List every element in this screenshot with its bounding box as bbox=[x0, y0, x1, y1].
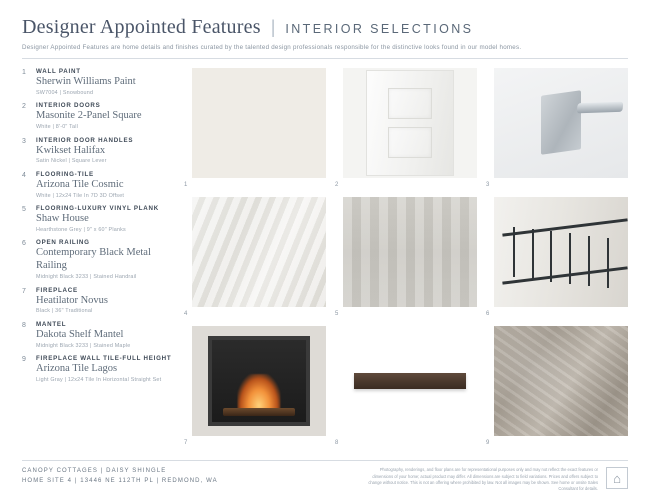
home-site-address: HOME SITE 4 | 13446 NE 112TH PL | REDMOND, WA bbox=[22, 477, 218, 484]
spec-product-name: Shaw House bbox=[36, 213, 89, 225]
spec-description: White | 8'-0" Tall bbox=[36, 124, 78, 131]
sample-cell-5 bbox=[335, 197, 477, 317]
door-panel-lower bbox=[388, 127, 432, 158]
sample-number: 5 bbox=[335, 311, 339, 317]
spec-category: OPEN RAILING bbox=[36, 239, 90, 247]
spec-category: FIREPLACE WALL TILE-FULL HEIGHT bbox=[36, 355, 172, 363]
sample-cell-3 bbox=[486, 68, 628, 188]
sample-cell-1 bbox=[184, 68, 326, 188]
list-item bbox=[22, 321, 174, 349]
railing-picket bbox=[607, 238, 609, 289]
railing-picket bbox=[532, 229, 534, 280]
community-info bbox=[22, 467, 218, 486]
specification-list bbox=[22, 68, 174, 446]
railing-picket bbox=[550, 231, 552, 282]
sample-cell-6 bbox=[486, 197, 628, 317]
mantel-sample bbox=[343, 326, 477, 436]
legal-disclaimer: Photography, renderings, and floor plans are for representational purposes only and may not reflect the exact features or dimensions of your home; actual product may differ. All dimensions are subject to field variations. Prices and offers subject to change without notice. This is not an offering where prohibited by law. Not all images may be shown. See home or onsite Sales Consultant for details. bbox=[368, 467, 598, 491]
list-item bbox=[22, 355, 174, 383]
spec-category: WALL PAINT bbox=[36, 68, 81, 75]
spec-category: MANTEL bbox=[36, 320, 67, 328]
spec-product-name: Masonite 2-Panel Square bbox=[36, 110, 142, 122]
community-name: CANOPY COTTAGES | DAISY SHINGLE bbox=[22, 468, 167, 475]
spec-category: FLOORING-TILE bbox=[36, 170, 94, 178]
spec-product-name: Arizona Tile Lagos bbox=[36, 363, 118, 375]
list-item bbox=[22, 102, 174, 130]
header-description: Designer Appointed Features are home details and finishes curated by the talented design professionals responsible for the distinctive looks found in our model homes. bbox=[22, 44, 522, 51]
sample-number: 6 bbox=[486, 311, 490, 317]
page-title: Designer Appointed Features bbox=[22, 16, 261, 38]
page-subtitle-label: INTERIOR SELECTIONS bbox=[285, 22, 474, 36]
wall-paint-swatch bbox=[192, 68, 326, 178]
sample-cell-8 bbox=[335, 326, 477, 446]
spec-product-name: Sherwin Williams Paint bbox=[36, 76, 136, 87]
sample-number: 2 bbox=[335, 182, 339, 188]
spec-category: INTERIOR DOOR HANDLES bbox=[36, 136, 134, 144]
fireplace-wall-tile-sample bbox=[494, 326, 628, 436]
spec-category: FLOORING-LUXURY VINYL PLANK bbox=[36, 205, 159, 213]
spec-number: 7 bbox=[22, 287, 26, 295]
footer-divider bbox=[22, 460, 628, 461]
list-item bbox=[22, 287, 174, 315]
spec-description: Light Gray | 12x24 Tile In Horizontal Straight Set bbox=[36, 376, 162, 383]
spec-product-name: Kwikset Halifax bbox=[36, 144, 106, 156]
door-handle-sample bbox=[494, 68, 628, 178]
spec-description: Midnight Black 3233 | Stained Handrail bbox=[36, 274, 137, 281]
sample-grid bbox=[184, 68, 628, 446]
list-item bbox=[22, 205, 174, 233]
door-panel-upper bbox=[388, 88, 432, 119]
fireplace-flame bbox=[237, 374, 280, 410]
spec-number: 4 bbox=[22, 171, 26, 179]
sample-number: 3 bbox=[486, 182, 490, 188]
fireplace-sample bbox=[192, 326, 326, 436]
sheet-body bbox=[0, 59, 650, 446]
sample-cell-2 bbox=[335, 68, 477, 188]
spec-product-name: Dakota Shelf Mantel bbox=[36, 328, 124, 340]
spec-number: 3 bbox=[22, 137, 26, 145]
spec-category: FIREPLACE bbox=[36, 286, 78, 294]
spec-description: Hearthstone Grey | 9" x 60" Planks bbox=[36, 226, 126, 233]
mantel-shelf bbox=[354, 373, 467, 390]
sample-number: 1 bbox=[184, 182, 188, 188]
spec-description: SW7004 | Snowbound bbox=[36, 89, 94, 96]
handle-lever bbox=[577, 102, 624, 114]
spec-description: Black | 36" Traditional bbox=[36, 308, 93, 315]
fireplace-firebox bbox=[208, 336, 310, 426]
sample-number: 4 bbox=[184, 311, 188, 317]
list-item bbox=[22, 137, 174, 165]
sample-number: 9 bbox=[486, 440, 490, 446]
interior-door-sample bbox=[343, 68, 477, 178]
footer-right-block bbox=[368, 467, 628, 492]
title-divider: | bbox=[270, 17, 276, 37]
spec-description: Satin Nickel | Square Lever bbox=[36, 158, 107, 165]
spec-category: INTERIOR DOORS bbox=[36, 102, 101, 110]
sample-cell-7 bbox=[184, 326, 326, 446]
spec-product-name: Heatilator Novus bbox=[36, 294, 109, 306]
sample-cell-9 bbox=[486, 326, 628, 446]
spec-number: 2 bbox=[22, 103, 26, 111]
spec-number: 5 bbox=[22, 206, 26, 214]
sample-number: 7 bbox=[184, 440, 188, 446]
sample-number: 8 bbox=[335, 440, 339, 446]
railing-picket bbox=[513, 227, 515, 278]
spec-product-name: Contemporary Black Metal Railing bbox=[36, 247, 151, 272]
luxury-vinyl-plank-sample bbox=[343, 197, 477, 307]
open-railing-sample bbox=[494, 197, 628, 307]
spec-number: 6 bbox=[22, 240, 26, 248]
spec-product-name: Arizona Tile Cosmic bbox=[36, 178, 124, 190]
list-item bbox=[22, 171, 174, 199]
list-item bbox=[22, 68, 174, 96]
sheet-header bbox=[0, 0, 650, 51]
sample-cell-4 bbox=[184, 197, 326, 317]
spec-description: Midnight Black 3233 | Stained Maple bbox=[36, 342, 131, 349]
railing-picket bbox=[588, 236, 590, 287]
sheet-footer bbox=[0, 460, 650, 502]
floor-tile-sample bbox=[192, 197, 326, 307]
list-item bbox=[22, 239, 174, 280]
handle-plate bbox=[541, 90, 581, 155]
spec-number: 9 bbox=[22, 356, 26, 364]
door-frame bbox=[366, 70, 454, 176]
spec-number: 1 bbox=[22, 69, 26, 76]
house-icon: ⌂ bbox=[613, 470, 621, 486]
spec-number: 8 bbox=[22, 321, 26, 329]
spec-description: White | 12x24 Tile In 7D 3D Offset bbox=[36, 192, 125, 199]
title-row bbox=[22, 16, 628, 39]
fireplace-logs bbox=[223, 408, 294, 415]
equal-housing-logo bbox=[606, 467, 628, 489]
railing-picket bbox=[569, 233, 571, 284]
